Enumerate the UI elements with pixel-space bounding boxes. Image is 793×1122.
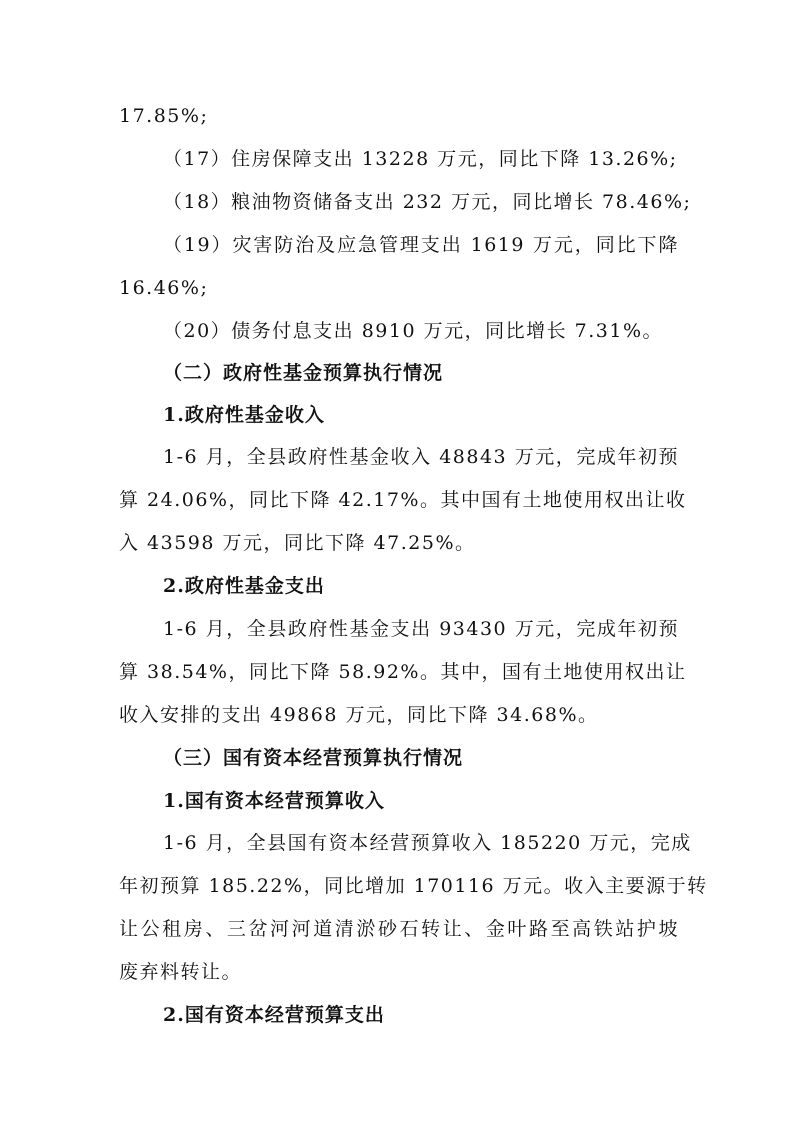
paragraph-capital-revenue-line4: 废弃料转让。 — [119, 961, 243, 983]
subheading-fund-revenue: 1.政府性基金收入 — [163, 404, 325, 426]
text-line-continuation: 17.85%; — [119, 105, 209, 127]
item-19-continuation: 16.46%; — [119, 277, 209, 299]
paragraph-fund-expenditure-line3: 收入安排的支出 49868 万元，同比下降 34.68%。 — [119, 704, 599, 726]
subheading-state-capital-revenue: 1.国有资本经营预算收入 — [163, 790, 385, 812]
subheading-state-capital-expenditure: 2.国有资本经营预算支出 — [163, 1004, 385, 1026]
item-19-disaster: （19）灾害防治及应急管理支出 1619 万元，同比下降 — [163, 234, 679, 256]
paragraph-fund-expenditure-line1: 1-6 月，全县政府性基金支出 93430 万元，完成年初预 — [163, 618, 679, 640]
section-heading-state-capital: （三）国有资本经营预算执行情况 — [163, 747, 464, 769]
paragraph-fund-revenue-line1: 1-6 月，全县政府性基金收入 48843 万元，完成年初预 — [163, 446, 679, 468]
paragraph-fund-revenue-line3: 入 43598 万元，同比下降 47.25%。 — [119, 532, 476, 554]
paragraph-fund-expenditure-line2: 算 38.54%，同比下降 58.92%。其中，国有土地使用权出让 — [119, 661, 687, 683]
item-20-debt-interest: （20）债务付息支出 8910 万元，同比增长 7.31%。 — [163, 320, 664, 342]
paragraph-capital-revenue-line1: 1-6 月，全县国有资本经营预算收入 185220 万元，完成 — [163, 832, 692, 854]
paragraph-fund-revenue-line2: 算 24.06%，同比下降 42.17%。其中国有土地使用权出让收 — [119, 489, 687, 511]
section-heading-fund-budget: （二）政府性基金预算执行情况 — [163, 362, 444, 384]
item-18-grain-oil: （18）粮油物资储备支出 232 万元，同比增长 78.46%; — [163, 191, 692, 213]
subheading-fund-expenditure: 2.政府性基金支出 — [163, 575, 325, 597]
paragraph-capital-revenue-line2: 年初预算 185.22%，同比增加 170116 万元。收入主要源于转 — [119, 875, 708, 897]
paragraph-capital-revenue-line3: 让公租房、三岔河河道清淤砂石转让、金叶路至高铁站护坡 — [119, 918, 679, 940]
item-17-housing: （17）住房保障支出 13228 万元，同比下降 13.26%; — [163, 148, 678, 170]
